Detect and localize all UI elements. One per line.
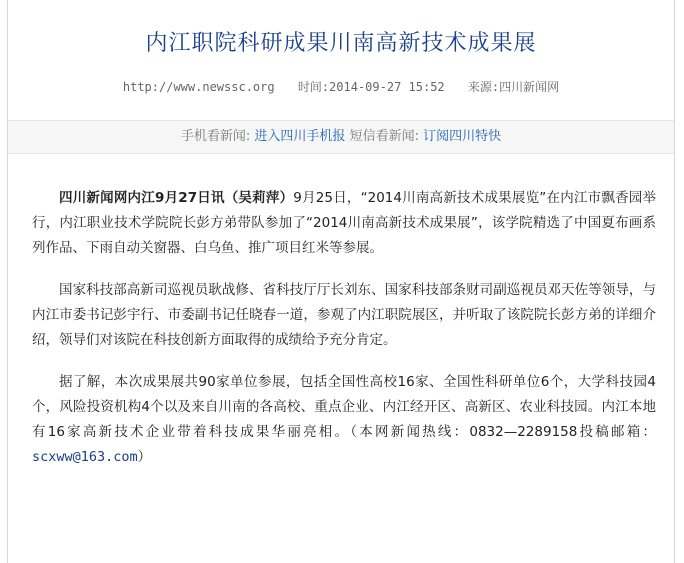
article-title: 内江职院科研成果川南高新技术成果展 (145, 31, 537, 56)
paragraph-3-end: ） (137, 449, 152, 465)
paragraph-3 (32, 370, 656, 470)
paragraph-3-text: 据了解，本次成果展共90家单位参展，包括全国性高校16家、全国性科研单位6个，大学科技园4个，风险投资机构4个以及来自川南的各高校、重点企业、内江经开区、高新区、农业科技园。内江本地有16家高新技术企业带着科技成果华丽亮相。（本网新闻热线：0832—2289158投稿邮箱： (32, 374, 656, 440)
contact-email[interactable]: scxww@163.com (32, 449, 138, 465)
mobile-paper-link[interactable]: 进入四川手机报 (254, 129, 346, 144)
article-frame (7, 0, 675, 563)
subscribe-link[interactable]: 订阅四川特快 (423, 129, 502, 144)
publish-time: 时间:2014-09-27 15:52 (297, 80, 445, 94)
article-body (32, 186, 656, 487)
source-label: 来源:四川新闻网 (467, 80, 560, 94)
article-meta (8, 78, 674, 95)
paragraph-1-text: 9月25日，“2014川南高新技术成果展览”在内江市飘香园举行，内江职业技术学院院长彭方弟带队参加了“2014川南高新技术成果展”，该学院精选了中国夏布画系列作品、下雨自动关窗器、白乌鱼、推广项目红米等参展。 (32, 190, 656, 256)
mobile-news-bar (8, 120, 674, 154)
paragraph-1 (32, 186, 656, 261)
source-url[interactable]: http://www.newssc.org (122, 80, 275, 94)
dateline: 四川新闻网内江9月27日讯（吴莉萍） (59, 190, 294, 206)
mobile-prefix: 手机看新闻: (180, 129, 251, 144)
paragraph-2: 国家科技部高新司巡视员耿战修、省科技厅厅长刘东、国家科技部条财司副巡视员邓天佐等领导，与内江市委书记彭宇行、市委副书记任晓春一道，参观了内江职院展区，并听取了该院院长彭方弟的详细介绍，领导们对该院在科技创新方面取得的成绩给予充分肯定。 (32, 282, 656, 348)
sms-prefix: 短信看新闻: (349, 129, 419, 144)
